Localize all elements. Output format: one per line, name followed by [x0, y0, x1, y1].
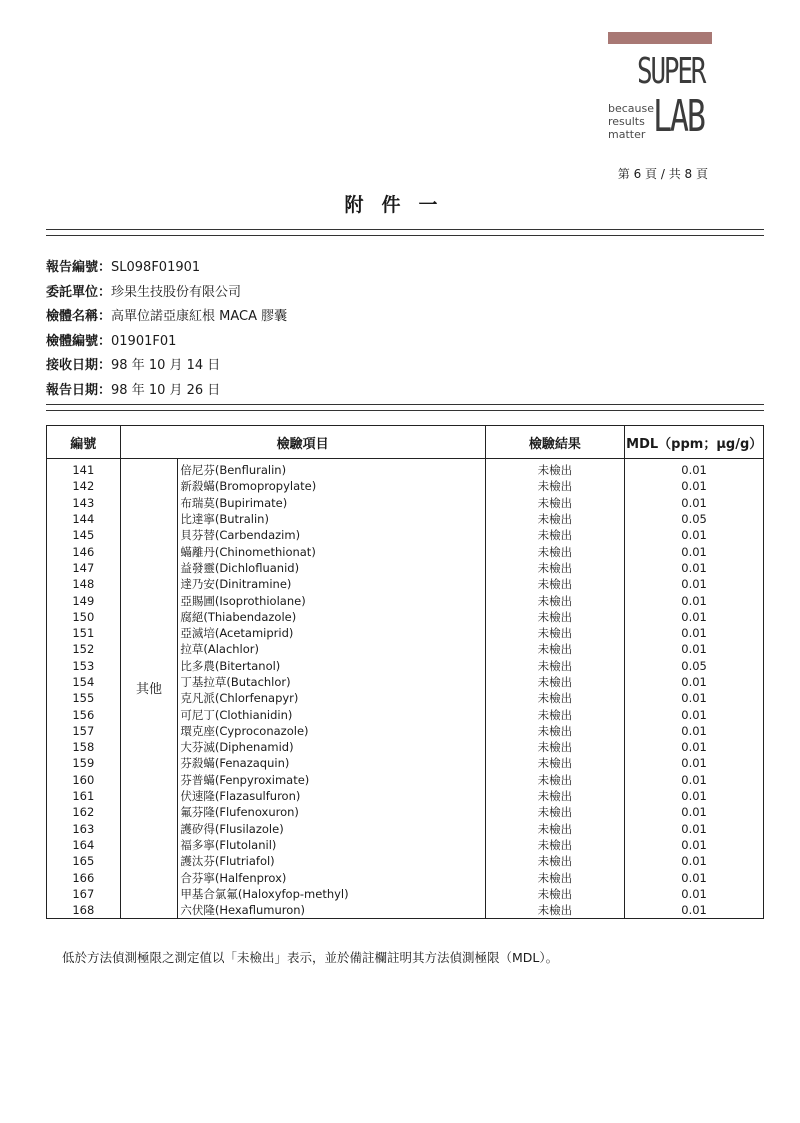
cell-result: 未檢出	[485, 478, 625, 494]
cell-mdl: 0.01	[625, 495, 764, 511]
cell-item: 拉草(Alachlor)	[178, 641, 485, 657]
cell-result: 未檢出	[485, 641, 625, 657]
cell-mdl: 0.01	[625, 804, 764, 820]
cell-mdl: 0.01	[625, 755, 764, 771]
cell-result: 未檢出	[485, 853, 625, 869]
header-item: 檢驗項目	[120, 426, 485, 459]
cell-result: 未檢出	[485, 511, 625, 527]
cell-result: 未檢出	[485, 739, 625, 755]
cell-group: 其他	[120, 459, 178, 919]
cell-item: 大芬滅(Diphenamid)	[178, 739, 485, 755]
cell-mdl: 0.01	[625, 869, 764, 885]
cell-no: 166	[47, 869, 121, 885]
cell-no: 161	[47, 788, 121, 804]
logo-tagline-line: results	[608, 115, 645, 128]
meta-value: 98 年 10 月 14 日	[111, 358, 221, 373]
cell-mdl: 0.01	[625, 609, 764, 625]
cell-item: 達乃安(Dinitramine)	[178, 576, 485, 592]
cell-result: 未檢出	[485, 723, 625, 739]
cell-mdl: 0.01	[625, 788, 764, 804]
cell-item: 芬殺蟎(Fenazaquin)	[178, 755, 485, 771]
cell-no: 154	[47, 674, 121, 690]
meta-sample-name	[46, 305, 287, 324]
cell-result: 未檢出	[485, 886, 625, 902]
cell-item: 新殺蟎(Bromopropylate)	[178, 478, 485, 494]
cell-mdl: 0.01	[625, 560, 764, 576]
cell-item: 丁基拉草(Butachlor)	[178, 674, 485, 690]
meta-sample-no	[46, 330, 176, 349]
meta-value: SL098F01901	[111, 260, 201, 275]
logo-bar	[608, 32, 712, 44]
cell-no: 156	[47, 706, 121, 722]
cell-result: 未檢出	[485, 527, 625, 543]
page-number: 第 6 頁 / 共 8 頁	[617, 167, 708, 181]
cell-result: 未檢出	[485, 690, 625, 706]
cell-mdl: 0.01	[625, 739, 764, 755]
meta-label: 報告日期：	[46, 383, 112, 398]
cell-result: 未檢出	[485, 592, 625, 608]
cell-item: 腐絕(Thiabendazole)	[178, 609, 485, 625]
cell-result: 未檢出	[485, 755, 625, 771]
cell-result: 未檢出	[485, 869, 625, 885]
cell-item: 合芬寧(Halfenprox)	[178, 869, 485, 885]
meta-client	[46, 281, 241, 300]
header-result: 檢驗結果	[485, 426, 625, 459]
cell-no: 147	[47, 560, 121, 576]
cell-result: 未檢出	[485, 658, 625, 674]
cell-item: 護汰芬(Flutriafol)	[178, 853, 485, 869]
cell-mdl: 0.01	[625, 576, 764, 592]
cell-no: 164	[47, 837, 121, 853]
cell-no: 143	[47, 495, 121, 511]
cell-item: 可尼丁(Clothianidin)	[178, 706, 485, 722]
cell-item: 環克座(Cyproconazole)	[178, 723, 485, 739]
cell-item: 比達寧(Butralin)	[178, 511, 485, 527]
cell-mdl: 0.01	[625, 837, 764, 853]
footnote: 低於方法偵測極限之測定值以「未檢出」表示，並於備註欄註明其方法偵測極限（MDL）。	[62, 950, 559, 965]
cell-result: 未檢出	[485, 706, 625, 722]
cell-no: 168	[47, 902, 121, 919]
cell-mdl: 0.01	[625, 543, 764, 559]
cell-item: 亞滅培(Acetamiprid)	[178, 625, 485, 641]
cell-no: 162	[47, 804, 121, 820]
table-row	[47, 459, 764, 479]
meta-label: 接收日期：	[46, 358, 112, 373]
cell-item: 克凡派(Chlorfenapyr)	[178, 690, 485, 706]
logo-tagline-line: because	[608, 102, 655, 115]
cell-mdl: 0.01	[625, 706, 764, 722]
meta-label: 報告編號：	[46, 260, 112, 275]
cell-no: 152	[47, 641, 121, 657]
page-title: 附件一	[344, 194, 456, 216]
meta-value: 珍果生技股份有限公司	[111, 285, 242, 300]
cell-result: 未檢出	[485, 609, 625, 625]
cell-result: 未檢出	[485, 788, 625, 804]
cell-item: 福多寧(Flutolanil)	[178, 837, 485, 853]
cell-result: 未檢出	[485, 821, 625, 837]
table-body	[47, 459, 764, 919]
cell-mdl: 0.01	[625, 641, 764, 657]
cell-mdl: 0.01	[625, 674, 764, 690]
cell-result: 未檢出	[485, 674, 625, 690]
cell-mdl: 0.01	[625, 853, 764, 869]
cell-no: 149	[47, 592, 121, 608]
logo-word-super: SUPER	[637, 51, 705, 92]
cell-no: 144	[47, 511, 121, 527]
cell-no: 148	[47, 576, 121, 592]
cell-result: 未檢出	[485, 625, 625, 641]
meta-received-date	[46, 354, 220, 373]
results-table	[46, 425, 764, 919]
cell-item: 芬普蟎(Fenpyroximate)	[178, 772, 485, 788]
cell-item: 六伏隆(Hexaflumuron)	[178, 902, 485, 919]
logo-tagline-line: matter	[608, 128, 646, 141]
logo-word-lab: LAB	[653, 91, 704, 142]
cell-no: 151	[47, 625, 121, 641]
header-no: 編號	[47, 426, 121, 459]
cell-item: 貝芬替(Carbendazim)	[178, 527, 485, 543]
cell-no: 145	[47, 527, 121, 543]
cell-mdl: 0.05	[625, 511, 764, 527]
cell-mdl: 0.01	[625, 592, 764, 608]
meta-label: 委託單位：	[46, 285, 112, 300]
cell-result: 未檢出	[485, 902, 625, 919]
cell-item: 氟芬隆(Flufenoxuron)	[178, 804, 485, 820]
double-rule-top	[46, 229, 764, 236]
cell-result: 未檢出	[485, 459, 625, 479]
cell-result: 未檢出	[485, 837, 625, 853]
cell-mdl: 0.01	[625, 690, 764, 706]
cell-no: 142	[47, 478, 121, 494]
cell-item: 亞賜圃(Isoprothiolane)	[178, 592, 485, 608]
cell-mdl: 0.01	[625, 902, 764, 919]
header-mdl: MDL（ppm；μg/g）	[625, 426, 764, 459]
double-rule-bottom	[46, 404, 764, 411]
cell-result: 未檢出	[485, 495, 625, 511]
table-header-row	[47, 426, 764, 459]
cell-no: 157	[47, 723, 121, 739]
cell-no: 158	[47, 739, 121, 755]
meta-report-no	[46, 256, 200, 275]
superlab-logo	[608, 30, 712, 146]
cell-mdl: 0.01	[625, 527, 764, 543]
cell-mdl: 0.01	[625, 772, 764, 788]
cell-no: 165	[47, 853, 121, 869]
cell-mdl: 0.01	[625, 459, 764, 479]
cell-no: 155	[47, 690, 121, 706]
meta-label: 檢體名稱：	[46, 309, 112, 324]
cell-no: 160	[47, 772, 121, 788]
logo-tagline	[608, 102, 654, 141]
cell-result: 未檢出	[485, 804, 625, 820]
cell-no: 150	[47, 609, 121, 625]
cell-no: 163	[47, 821, 121, 837]
cell-result: 未檢出	[485, 772, 625, 788]
cell-item: 比多農(Bitertanol)	[178, 658, 485, 674]
meta-value: 01901F01	[111, 334, 177, 349]
cell-result: 未檢出	[485, 560, 625, 576]
cell-item: 布瑞莫(Bupirimate)	[178, 495, 485, 511]
cell-item: 益發靈(Dichlofluanid)	[178, 560, 485, 576]
cell-item: 護矽得(Flusilazole)	[178, 821, 485, 837]
cell-item: 甲基合氯氟(Haloxyfop-methyl)	[178, 886, 485, 902]
cell-no: 167	[47, 886, 121, 902]
cell-mdl: 0.01	[625, 478, 764, 494]
meta-value: 98 年 10 月 26 日	[111, 383, 221, 398]
meta-label: 檢體編號：	[46, 334, 112, 349]
meta-report-date	[46, 379, 220, 398]
cell-mdl: 0.01	[625, 625, 764, 641]
cell-result: 未檢出	[485, 543, 625, 559]
cell-item: 蟎離丹(Chinomethionat)	[178, 543, 485, 559]
cell-item: 倍尼芬(Benfluralin)	[178, 459, 485, 479]
cell-item: 伏速隆(Flazasulfuron)	[178, 788, 485, 804]
cell-mdl: 0.01	[625, 723, 764, 739]
cell-mdl: 0.05	[625, 658, 764, 674]
cell-result: 未檢出	[485, 576, 625, 592]
cell-mdl: 0.01	[625, 821, 764, 837]
cell-mdl: 0.01	[625, 886, 764, 902]
cell-no: 159	[47, 755, 121, 771]
cell-no: 146	[47, 543, 121, 559]
meta-value: 高單位諾亞康紅根 MACA 膠囊	[111, 309, 288, 324]
cell-no: 153	[47, 658, 121, 674]
cell-no: 141	[47, 459, 121, 479]
